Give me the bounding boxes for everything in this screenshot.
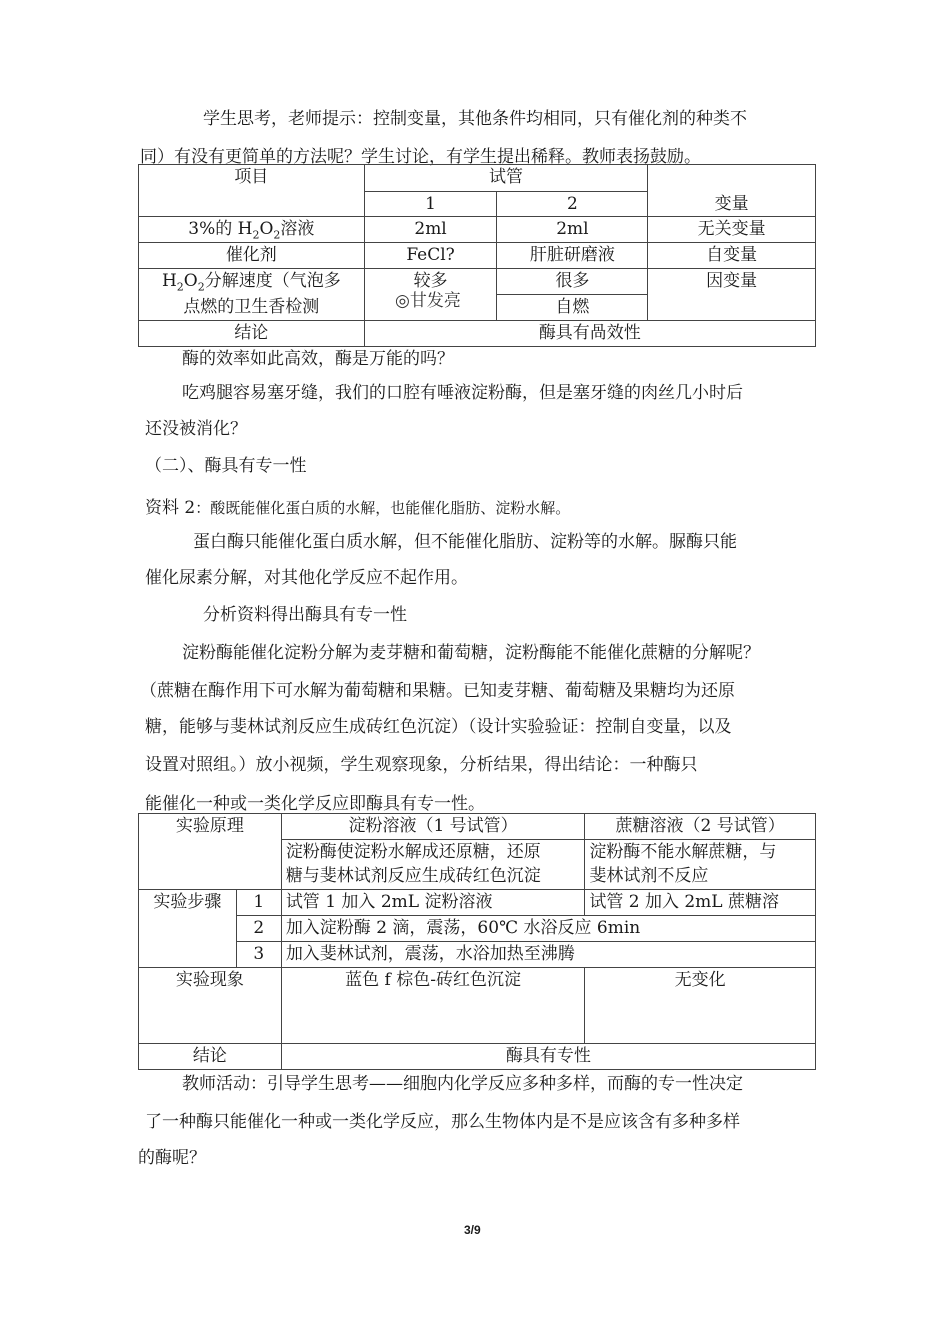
row-speed-tube2-b: 自燃 (497, 295, 648, 321)
principle-blank (139, 840, 282, 890)
phenomenon-label: 实验现象 (139, 968, 282, 1044)
step-1-sucrose: 试管 2 加入 2mL 蔗糖溶 (585, 890, 816, 916)
teacher-line-2: 了一种酶只能催化一种或一类化学反应，那么生物体内是不是应该含有多种多样 (145, 1112, 740, 1132)
steps-blank-1 (139, 916, 237, 942)
step-1-starch: 试管 1 加入 2mL 淀粉溶液 (281, 890, 585, 916)
row-speed-var: 因变量 (648, 269, 816, 295)
header-tube-1: 1 (364, 192, 497, 217)
row-speed-tube1: 较多 (364, 269, 497, 295)
paragraph-5-line-1: 淀粉酶能催化淀粉分解为麦芽糖和葡萄糖，淀粉酶能不能催化蔗糖的分解呢？ (182, 643, 760, 663)
specificity-experiment-table (138, 813, 816, 1070)
phenomenon-starch: 蓝色 f 棕色-砖红色沉淀 (281, 968, 585, 1044)
row-catalyst-label: 催化剂 (139, 243, 365, 269)
catalyst-comparison-table (138, 164, 816, 347)
row-conclusion-label: 结论 (139, 321, 365, 347)
paragraph-3-line-2: 催化尿素分解，对其他化学反应不起作用。 (145, 568, 468, 588)
step-2-text: 加入淀粉酶 2 滴，震荡，60℃ 水浴反应 6min (281, 916, 815, 942)
row-speed-var-blank (648, 295, 816, 321)
row-speed-label: $H_2O_2$分解速度（气泡多 (139, 269, 365, 295)
conclusion-label: 结论 (139, 1044, 282, 1070)
row-catalyst-tube1: FeCl? (364, 243, 497, 269)
header-tube-2: 2 (497, 192, 648, 217)
step-2-num: 2 (236, 916, 281, 942)
header-item: 项目 (139, 165, 365, 192)
header-tube: 试管 (364, 165, 648, 192)
header-variable: 变量 (648, 192, 816, 217)
page-number: 3/9 (464, 1223, 481, 1237)
question-1: 酶的效率如此高效，酶是万能的吗？ (182, 349, 454, 369)
header-item-blank (139, 192, 365, 217)
paragraph-5-line-5: 能催化一种或一类化学反应即酶具有专一性。 (145, 794, 485, 814)
teacher-line-3: 的酶呢？ (138, 1148, 206, 1168)
row-conclusion-value: 酶具有咼效性 (364, 321, 815, 347)
question-2-line-2: 还没被消化？ (145, 419, 247, 439)
paragraph-3-line-1: 蛋白酶只能催化蛋白质水解，但不能催化脂肪、淀粉等的水解。脲酶只能 (193, 532, 737, 552)
principle-label: 实验原理 (139, 814, 282, 840)
row-h2o2-tube2: 2ml (497, 217, 648, 243)
step-3-num: 3 (236, 942, 281, 968)
conclusion-value: 酶具有专性 (281, 1044, 815, 1070)
principle-sucrose: 淀粉酶不能水解蔗糖，与 斐林试剂不反应 (585, 840, 816, 890)
header-var-blank (648, 165, 816, 192)
row-h2o2-var: 无关变量 (648, 217, 816, 243)
steps-label: 实验步骤 (139, 890, 237, 916)
teacher-line-1: 教师活动：引导学生思考——细胞内化学反应多种多样，而酶的专一性决定 (182, 1074, 743, 1094)
phenomenon-sucrose: 无变化 (585, 968, 816, 1044)
row-speed-tube2: 很多 (497, 269, 648, 295)
paragraph-4: 分析资料得出酶具有专一性 (203, 605, 407, 625)
question-2-line-1: 吃鸡腿容易塞牙缝，我们的口腔有唾液淀粉酶，但是塞牙缝的肉丝几小时后 (182, 383, 743, 403)
paragraph-5-line-2: （蔗糖在酶作用下可水解为葡萄糖和果糖。已知麦芽糖、葡萄糖及果糖均为还原 (140, 681, 735, 701)
resource-2: 资料 2：酸既能催化蛋白质的水解，也能催化脂肪、淀粉水解。 (145, 498, 571, 518)
intro-line-1: 学生思考，老师提示：控制变量，其他条件均相同，只有催化剂的种类不 (203, 109, 747, 129)
row-catalyst-tube2: 肝脏研磨液 (497, 243, 648, 269)
row-h2o2-label: 3%的 $H_2O_2$溶液 (139, 217, 365, 243)
watermark: ◎甘发亮 (395, 291, 461, 311)
principle-starch: 淀粉酶使淀粉水解成还原糖，还原 糖与斐林试剂反应生成砖红色沉淀 (281, 840, 585, 890)
paragraph-5-line-3: 糖，能够与斐林试剂反应生成砖红色沉淀）（设计实验验证：控制自变量，以及 (145, 717, 732, 737)
steps-blank-2 (139, 942, 237, 968)
row-h2o2-tube1: 2ml (364, 217, 497, 243)
header-sucrose: 蔗糖溶液（2 号试管） (585, 814, 816, 840)
intro-line-2: 同）有没有更简单的方法呢？学生讨论，有学生提出稀释。教师表扬鼓励。 (140, 147, 701, 167)
step-1-num: 1 (236, 890, 281, 916)
paragraph-5-line-4: 设置对照组。）放小视频，学生观察现象，分析结果，得出结论：一种酶只 (145, 755, 698, 775)
step-3-text: 加入斐林试剂，震荡，水浴加热至沸腾 (281, 942, 815, 968)
row-catalyst-var: 自变量 (648, 243, 816, 269)
row-speed-label-2: 点燃的卫生香检测 (139, 295, 365, 321)
section-2-heading: （二）、酶具有专一性 (145, 456, 307, 476)
header-starch: 淀粉溶液（1 号试管） (281, 814, 585, 840)
